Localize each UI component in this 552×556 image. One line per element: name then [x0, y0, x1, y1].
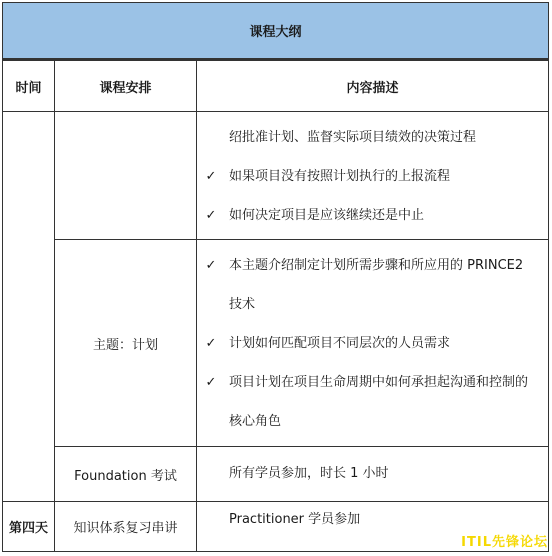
check-icon: ✓	[205, 169, 217, 184]
plan-cell-3: Foundation 考试	[55, 447, 197, 502]
check-icon: ✓	[205, 208, 217, 223]
syllabus-table	[2, 2, 549, 552]
list-item-text: 项目计划在项目生命周期中如何承担起沟通和控制的核心角色	[229, 375, 529, 429]
table-title: 课程大纲	[3, 3, 549, 60]
list-item-text: 如果项目没有按照计划执行的上报流程	[229, 169, 451, 184]
header-plan: 课程安排	[55, 60, 197, 112]
plan-cell-4: 知识体系复习串讲	[55, 502, 197, 552]
list-item-text: 计划如何匹配项目不同层次的人员需求	[229, 336, 451, 351]
desc-list-1	[197, 112, 548, 239]
desc-text-3: 所有学员参加，时长 1 小时	[229, 466, 389, 481]
check-icon: ✓	[205, 258, 217, 273]
plan-cell-1	[55, 112, 197, 240]
desc-cell-1	[197, 112, 549, 240]
desc-cell-3	[197, 447, 549, 502]
list-item-text: 如何决定项目是应该继续还是中止	[229, 208, 425, 223]
watermark: ITIL先锋论坛	[461, 535, 548, 550]
desc-text-4: Practitioner 学员参加	[229, 512, 361, 527]
list-item-text: 本主题介绍制定计划所需步骤和所应用的 PRINCE2 技术	[229, 258, 524, 312]
list-item	[197, 196, 548, 235]
desc-cell-2	[197, 240, 549, 447]
check-icon: ✓	[205, 375, 217, 390]
header-time: 时间	[3, 60, 55, 112]
list-item	[197, 324, 548, 363]
list-item	[197, 363, 548, 441]
check-icon: ✓	[205, 336, 217, 351]
header-desc: 内容描述	[197, 60, 549, 112]
plan-cell-2: 主题：计划	[55, 240, 197, 447]
time-cell-day4: 第四天	[3, 502, 55, 552]
list-item	[197, 246, 548, 324]
list-item	[197, 157, 548, 196]
time-cell-day3	[3, 112, 55, 502]
desc-list-2	[197, 240, 548, 445]
list-item	[197, 118, 548, 157]
list-item-text: 绍批准计划、监督实际项目绩效的决策过程	[229, 130, 477, 145]
